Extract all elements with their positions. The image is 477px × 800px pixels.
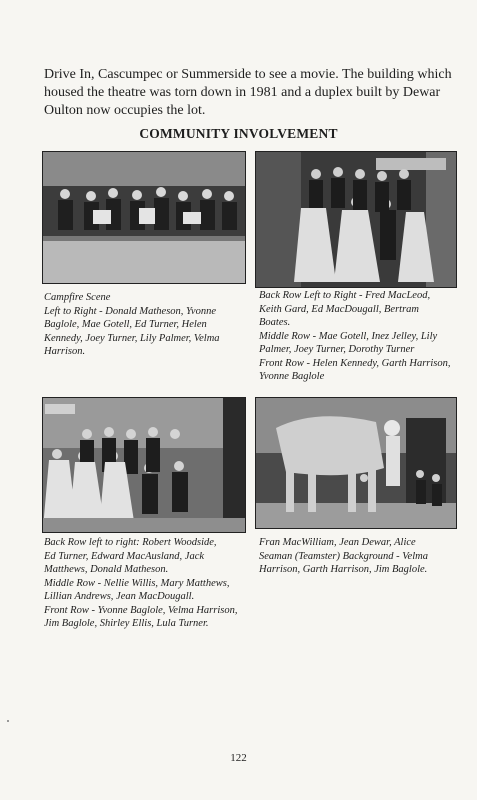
- caption-line: Left to Right - Donald Matheson, Yvonne: [44, 305, 216, 317]
- caption-line: Seaman (Teamster) Background - Velma: [259, 550, 428, 562]
- caption-line: Kennedy, Joey Turner, Lily Palmer, Velma: [44, 332, 220, 344]
- photo-campfire-scene: [42, 151, 246, 284]
- photo-stage-group: [42, 397, 246, 533]
- caption-line: Back Row Left to Right - Fred MacLeod,: [259, 290, 431, 301]
- caption-line: Ed Turner, Edward MacAusland, Jack: [44, 550, 205, 562]
- photo-group-gowns: [255, 151, 457, 288]
- caption-line: Boates.: [259, 317, 291, 328]
- caption-line: Harrison.: [44, 346, 86, 357]
- caption-line: Front Row - Yvonne Baglole, Velma Harrison,: [44, 604, 238, 616]
- photo-costume-horse: [255, 397, 457, 529]
- caption-line: Jim Baglole, Shirley Ellis, Lula Turner.: [44, 618, 209, 629]
- section-heading: COMMUNITY INVOLVEMENT: [139, 126, 338, 141]
- caption-line: Front Row - Helen Kennedy, Garth Harrison,: [259, 357, 451, 369]
- caption-line: Middle Row - Mae Gotell, Inez Jelley, Lily: [259, 330, 438, 342]
- caption-line: Back Row left to right: Robert Woodside,: [44, 537, 217, 548]
- caption-campfire: [44, 291, 249, 359]
- caption-line: Keith Gard, Ed MacDougall, Bertram: [259, 303, 420, 315]
- caption-line: Campfire Scene: [44, 292, 111, 303]
- caption-line: Baglole, Mae Gotell, Ed Turner, Helen: [44, 319, 207, 330]
- caption-line: Matthews, Donald Matheson.: [44, 564, 169, 575]
- page-number: 122: [230, 752, 247, 764]
- caption-line: Lillian Andrews, Jean MacDougall.: [44, 591, 195, 602]
- caption-line: Yvonne Baglole: [259, 371, 325, 382]
- scan-speck: [7, 720, 9, 722]
- caption-stage-group: [44, 536, 254, 631]
- intro-paragraph: Drive In, Cascumpec or Summerside to see a movie. The building which housed the theatre was torn down in 1981 and a duplex built by Dewar Oulton now occupies the lot.: [44, 67, 452, 118]
- caption-line: Fran MacWilliam, Jean Dewar, Alice: [259, 537, 416, 548]
- caption-line: Harrison, Garth Harrison, Jim Baglole.: [259, 564, 428, 575]
- caption-line: Middle Row - Nellie Willis, Mary Matthews,: [44, 577, 230, 589]
- caption-line: Palmer, Joey Turner, Dorothy Turner: [259, 344, 415, 355]
- caption-costume-horse: [259, 536, 459, 577]
- caption-group-gowns: [259, 289, 459, 384]
